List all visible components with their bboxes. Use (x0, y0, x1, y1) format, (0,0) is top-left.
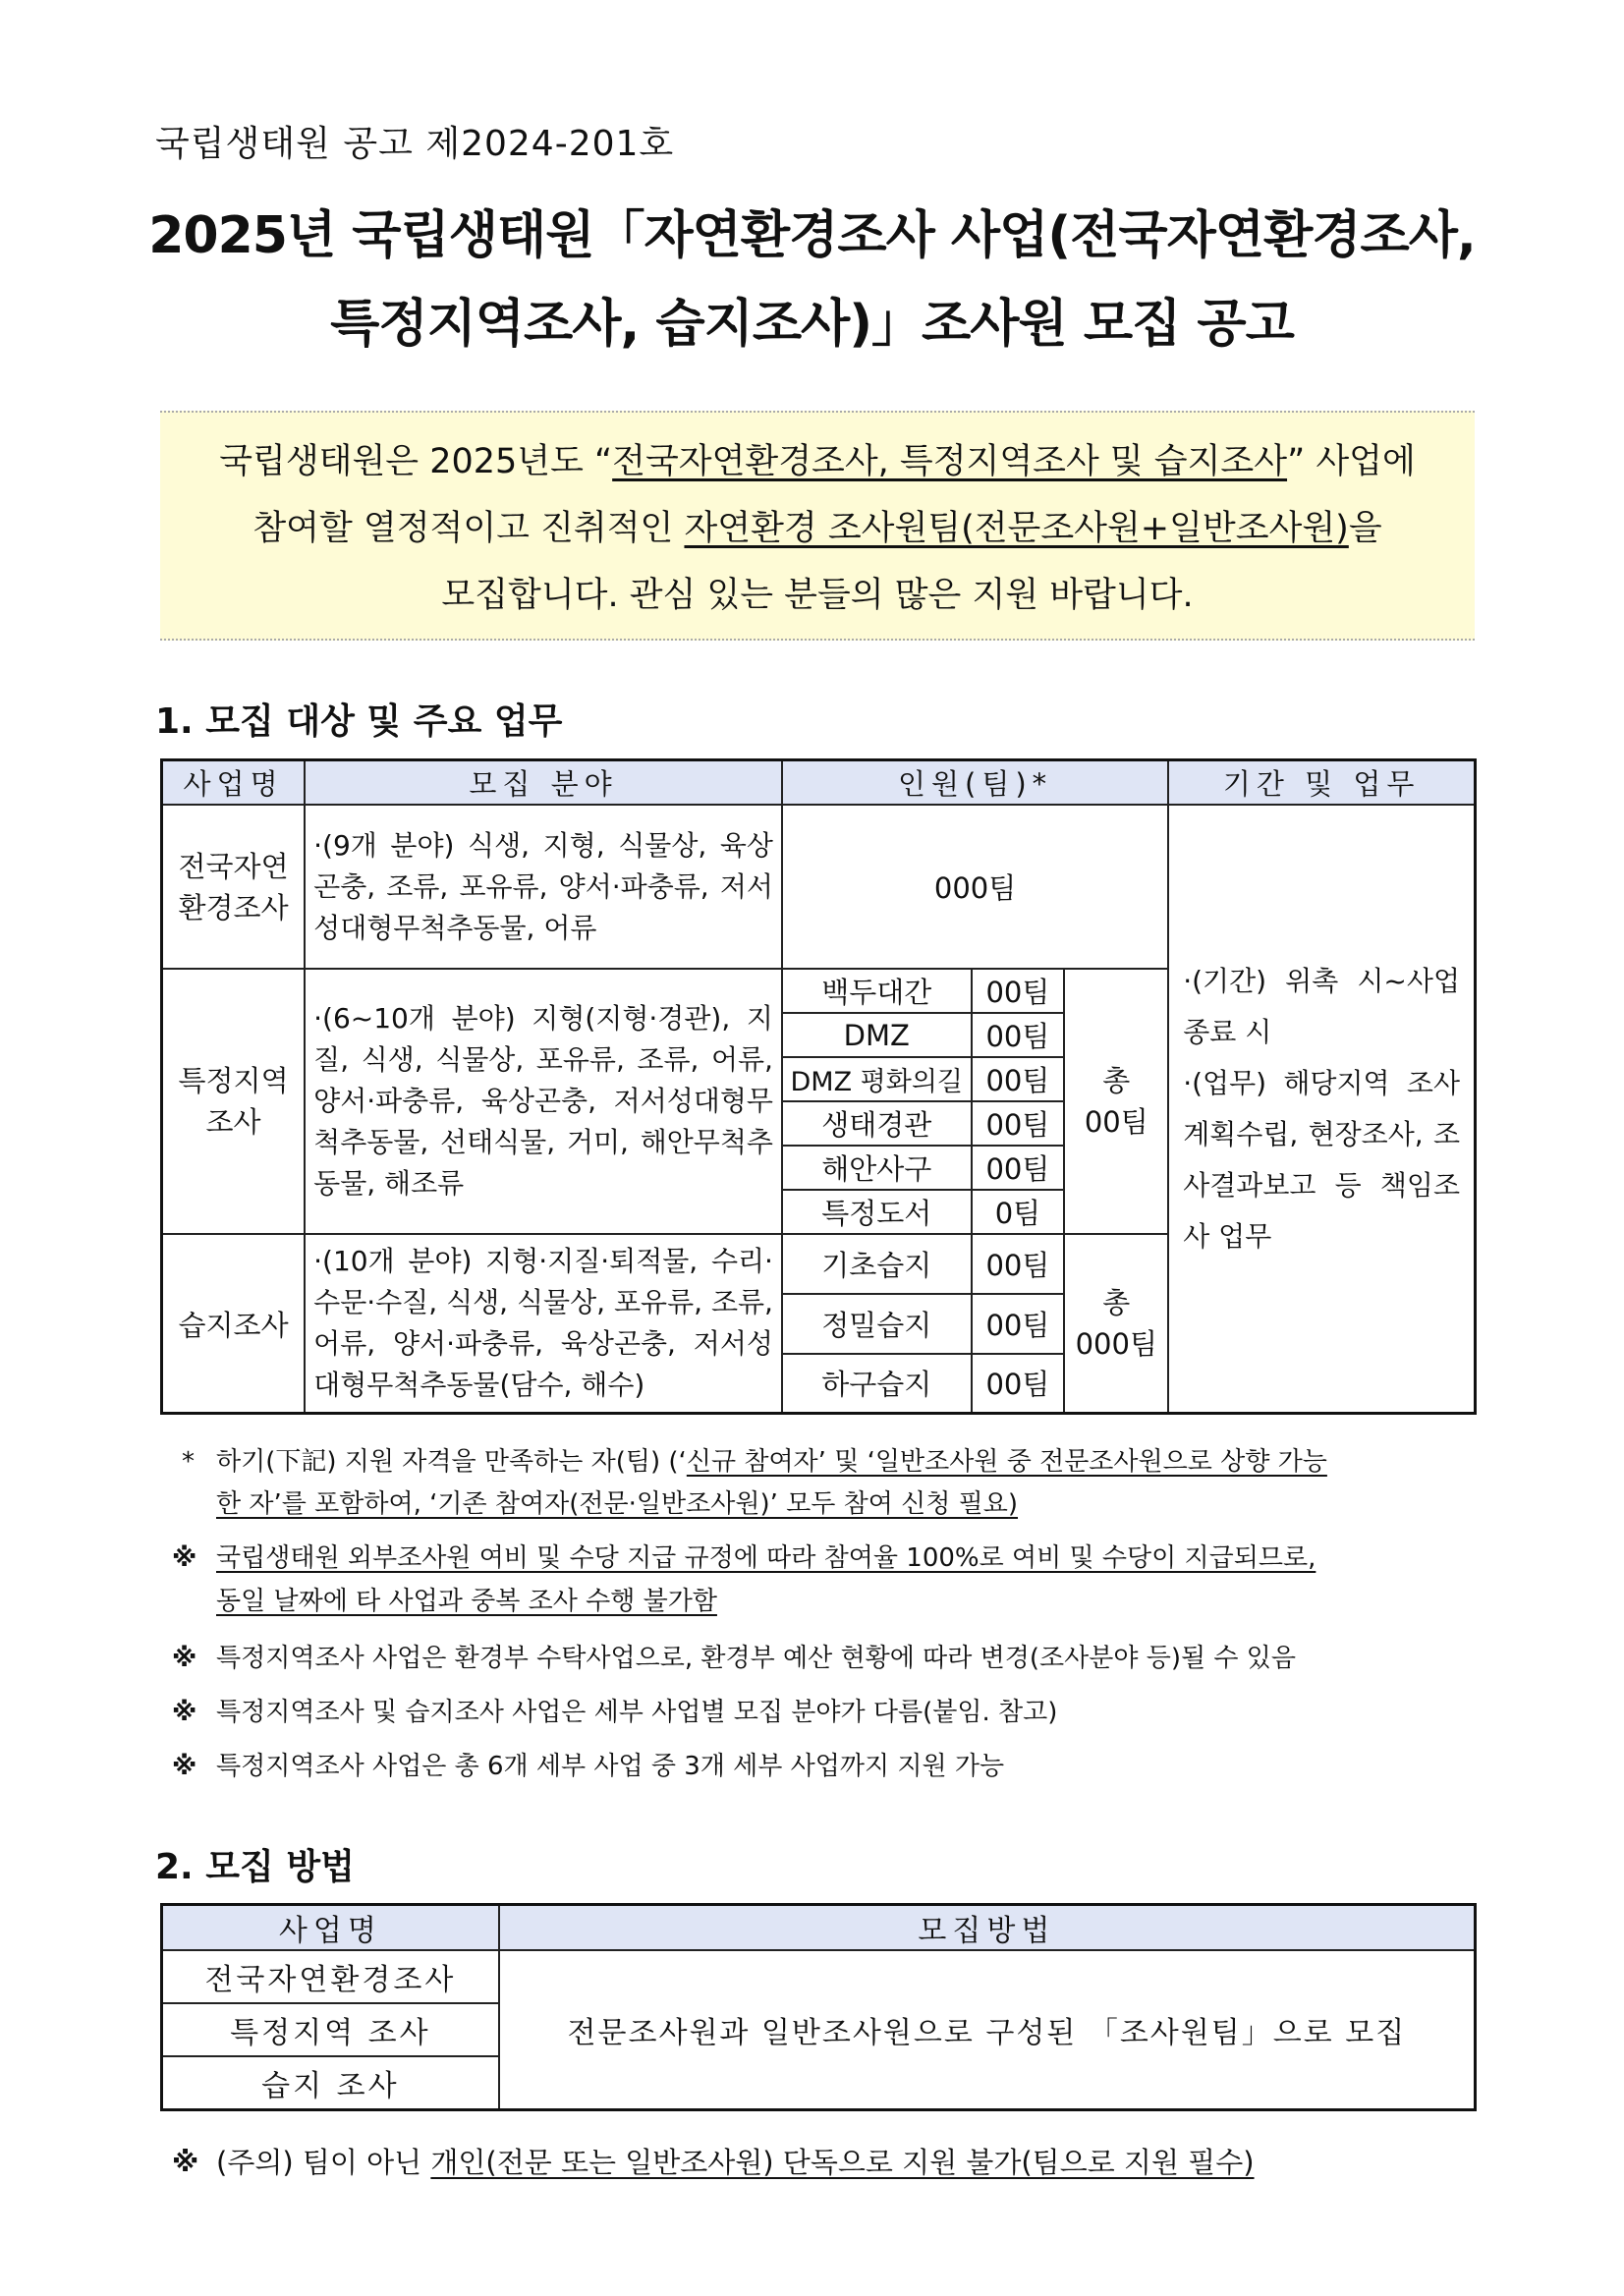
row-special-name: 특정지역 조사 (162, 969, 306, 1234)
notice-number: 국립생태원 공고 제2024-201호 (155, 124, 675, 164)
special-sub-name: 생태경관 (782, 1101, 972, 1146)
note-5: 특정지역조사 사업은 총 6개 세부 사업 중 3개 세부 사업까지 지원 가능 (216, 1752, 1005, 1781)
note-mark: ※ (172, 1752, 197, 1781)
special-sub-name: 특정도서 (782, 1190, 972, 1234)
note-mark: ※ (172, 2146, 199, 2178)
row-national-name: 전국자연 환경조사 (162, 805, 306, 969)
row-national-count: 000팀 (782, 805, 1168, 969)
method-row-name: 습지 조사 (162, 2056, 499, 2110)
wetland-sub-count: 00팀 (972, 1294, 1065, 1354)
page-title (98, 192, 1526, 368)
note-2-line-1: 국립생태원 외부조사원 여비 및 수당 지급 규정에 따라 참여율 100%로 여비 및 수당이 지급되므로, (216, 1543, 1316, 1573)
col-header-count: 인원(팀)* (782, 760, 1168, 806)
wetland-sub-name: 기초습지 (782, 1234, 972, 1294)
special-sub-count: 00팀 (972, 1057, 1065, 1101)
col-header-project: 사업명 (162, 760, 306, 806)
summary-box (160, 411, 1475, 641)
note-mark: ※ (172, 1543, 197, 1573)
summary-line-1: 국립생태원은 2025년도 “전국자연환경조사, 특정지역조사 및 습지조사” 사업에 (219, 442, 1416, 481)
title-line-2: 특정지역조사, 습지조사)」조사원 모집 공고 (330, 295, 1294, 354)
row-wetland-name: 습지조사 (162, 1234, 306, 1414)
special-sub-count: 00팀 (972, 1146, 1065, 1190)
note-3: 특정지역조사 사업은 환경부 수탁사업으로, 환경부 예산 현황에 따라 변경(조사분야 등)될 수 있음 (216, 1644, 1296, 1673)
special-sub-count: 00팀 (972, 1101, 1065, 1146)
note-1-line-2: 한 자’를 포함하여, ‘기존 참여자(전문·일반조사원)’ 모두 참여 신청 필요) (216, 1489, 1019, 1519)
special-sub-name: DMZ (782, 1013, 972, 1057)
summary-line-2: 참여할 열정적이고 진취적인 자연환경 조사원팀(전문조사원+일반조사원)을 (252, 509, 1382, 548)
special-total: 총 00팀 (1064, 969, 1168, 1234)
special-sub-count: 00팀 (972, 969, 1065, 1013)
footer-note-text: (주의) 팀이 아닌 개인(전문 또는 일반조사원) 단독으로 지원 불가(팀으로 지원 필수) (216, 2146, 1255, 2179)
row-wetland-field: ·(10개 분야) 지형·지질·퇴적물, 수리·수문·수질, 식생, 식물상, 포유류, 조류, 어류, 양서·파충류, 육상곤충, 저서성대형무척추동물(담수, 해수) (305, 1234, 782, 1414)
method-table (160, 1903, 1477, 2111)
period-and-duty: ·(기간) 위촉 시~사업 종료 시 ·(업무) 해당지역 조사계획수립, 현장조사, 조사결과보고 등 책임조사 업무 (1168, 805, 1475, 1414)
method-text: 전문조사원과 일반조사원으로 구성된 「조사원팀」으로 모집 (499, 1950, 1476, 2110)
wetland-sub-count: 00팀 (972, 1234, 1065, 1294)
method-row-name: 특정지역 조사 (162, 2003, 499, 2056)
special-sub-count: 00팀 (972, 1013, 1065, 1057)
wetland-sub-count: 00팀 (972, 1354, 1065, 1414)
row-national-field: ·(9개 분야) 식생, 지형, 식물상, 육상곤충, 조류, 포유류, 양서·파충류, 저서성대형무척추동물, 어류 (305, 805, 782, 969)
note-2-line-2: 동일 날짜에 타 사업과 중복 조사 수행 불가함 (216, 1587, 717, 1616)
row-special-field: ·(6~10개 분야) 지형(지형·경관), 지질, 식생, 식물상, 포유류, 조류, 어류, 양서·파충류, 육상곤충, 저서성대형무척추동물, 선태식물, 거미, 해안무척추동물, 해조류 (305, 969, 782, 1234)
col-header-field: 모집 분야 (305, 760, 782, 806)
section-1-title: 1. 모집 대상 및 주요 업무 (155, 701, 563, 742)
note-1-line-1: 하기(下記) 지원 자격을 만족하는 자(팀) (‘신규 참여자’ 및 ‘일반조사원 중 전문조사원으로 상향 가능 (216, 1447, 1327, 1477)
note-mark: ※ (172, 1644, 197, 1673)
special-sub-name: DMZ 평화의길 (782, 1057, 972, 1101)
method-row-name: 전국자연환경조사 (162, 1950, 499, 2003)
section-2-title: 2. 모집 방법 (155, 1847, 355, 1887)
special-sub-name: 해안사구 (782, 1146, 972, 1190)
col-header-period: 기간 및 업무 (1168, 760, 1475, 806)
special-sub-count: 0팀 (972, 1190, 1065, 1234)
note-4: 특정지역조사 및 습지조사 사업은 세부 사업별 모집 분야가 다름(붙임. 참고) (216, 1698, 1058, 1727)
title-line-1: 2025년 국립생태원「자연환경조사 사업(전국자연환경조사, (148, 206, 1476, 265)
wetland-total: 총 000팀 (1064, 1234, 1168, 1414)
recruitment-table (160, 758, 1477, 1415)
summary-line-3: 모집합니다. 관심 있는 분들의 많은 지원 바랍니다. (441, 576, 1194, 615)
col-header-project: 사업명 (162, 1905, 499, 1951)
note-mark: * (182, 1447, 195, 1477)
note-mark: ※ (172, 1698, 197, 1727)
col-header-method: 모집방법 (499, 1905, 1476, 1951)
wetland-sub-name: 하구습지 (782, 1354, 972, 1414)
wetland-sub-name: 정밀습지 (782, 1294, 972, 1354)
special-sub-name: 백두대간 (782, 969, 972, 1013)
